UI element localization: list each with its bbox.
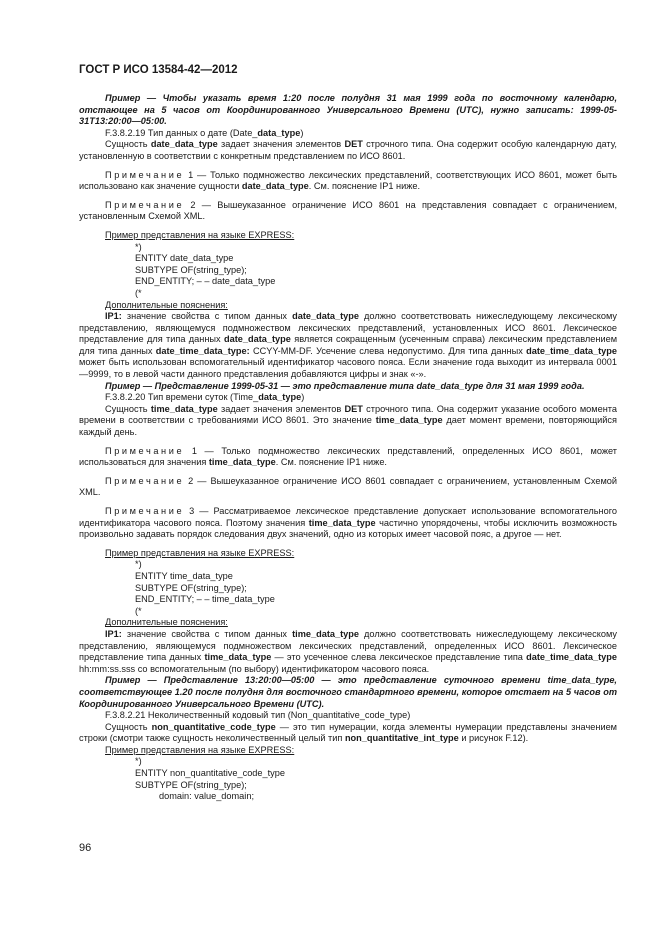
code-line: *)	[135, 559, 142, 570]
note-label: Примечание	[105, 506, 185, 516]
code-line: *)	[135, 756, 142, 767]
code-line: *)	[135, 241, 142, 252]
section-heading	[79, 392, 617, 404]
body-paragraph	[79, 139, 617, 162]
note-label: Примечание	[105, 199, 185, 210]
code-line: SUBTYPE OF(string_type);	[135, 264, 247, 275]
text: строчного типа. Она содержит особую календарную дату, установленную в соответствии с конкретным представлением по ИСО 8601.	[79, 139, 617, 161]
code-line: SUBTYPE OF(string_type);	[135, 582, 247, 593]
document-header: ГОСТ Р ИСО 13584-42—2012	[79, 64, 238, 76]
code-line: END_ENTITY; – – time_data_type	[135, 594, 275, 605]
code-line: ENTITY non_quantitative_code_type	[135, 768, 285, 779]
code-block	[79, 756, 617, 802]
code-block	[79, 559, 617, 617]
express-label-text: Пример представления на языке EXPRESS:	[105, 229, 295, 240]
text: является сокращенным (усеченным справа) лексическим представлением для типа данных	[79, 334, 618, 356]
note-paragraph	[79, 170, 617, 193]
term: non_quantitative_code_type	[151, 721, 276, 732]
text: 1 — Только подмножество лексических представлений, соответствующих ИСО 8601, может быть использовано как значение сущности	[79, 169, 617, 192]
express-label	[79, 548, 617, 560]
text: Сущность	[105, 139, 151, 150]
term: time_data_type	[150, 403, 218, 414]
text: . См. пояснение IP1 ниже.	[308, 181, 421, 192]
text: дает момент времени, повторяющийся каждый день.	[79, 415, 617, 438]
code-line: ENTITY time_data_type	[135, 570, 233, 581]
heading-text: )	[301, 392, 305, 403]
heading-text: F.3.8.2.19 Тип данных о дате (Date_	[105, 127, 258, 138]
term: date_data_type	[150, 139, 218, 150]
section-heading: F.3.8.2.21 Неколичественный кодовый тип (Non_quantitative_code_type)	[105, 710, 411, 721]
note-paragraph	[79, 200, 617, 223]
text: должно соответствовать нижеследующему лексическому представлению, являющемуся подмножеством лексических представлений, определенных ИСО 8601. Лексическое представление типа данных	[79, 628, 617, 663]
term: time_data_type	[208, 457, 276, 468]
text: Сущность	[105, 403, 151, 414]
text: и рисунок F.12).	[458, 733, 529, 744]
code-block	[79, 242, 617, 300]
text: — это усеченное слева лексическое представление типа	[271, 652, 527, 663]
note-paragraph	[79, 476, 617, 499]
section-heading	[79, 128, 617, 140]
code-line: (*	[135, 287, 142, 298]
term: date_time_data_type	[526, 652, 618, 663]
page-number: 96	[79, 842, 92, 854]
term: date_time_data_type	[526, 345, 617, 356]
term: time_data_type	[375, 415, 443, 426]
ip-label: IP1:	[105, 311, 122, 322]
note-label: Примечание	[105, 475, 185, 486]
term: time_data_type	[204, 652, 272, 663]
text: строчного типа. Она содержит указание особого момента времени в соответствии с требованиями ИСО 8601. Это значение	[79, 403, 617, 426]
code-line: END_ENTITY; – – date_data_type	[135, 276, 276, 287]
example-paragraph: Пример — Чтобы указать время 1:20 после полудня 31 мая 1999 года по восточному календарю, отстающее на 5 часов от Координированного Универсального Времени (UTC), нужно записать: 1999-05-31T13:20:00—05:00.	[79, 93, 617, 127]
ip-label: IP1:	[105, 628, 122, 639]
term: date_data_type	[223, 334, 291, 345]
heading-bold: data_type	[257, 127, 301, 138]
heading-text: F.3.8.2.20 Тип времени суток (Time_	[105, 392, 259, 403]
code-line: ENTITY date_data_type	[135, 253, 234, 264]
text: hh:mm:ss.sss со вспомогательным (по выбору) идентификатором часового пояса.	[79, 663, 430, 674]
note-label: Примечание	[105, 169, 185, 180]
text: Сущность	[105, 721, 152, 732]
term: non_quantitative_int_type	[344, 733, 459, 744]
term: date_data_type	[241, 181, 309, 192]
code-line-indented: domain: value_domain;	[159, 791, 254, 802]
text: . См. пояснение IP1 ниже.	[275, 457, 387, 468]
ip-paragraph	[79, 629, 617, 675]
text: 2 — Вышеуказанное ограничение ИСО 8601 совпадает с ограничением, установленным Схемой XML.	[79, 475, 617, 498]
term: time_data_type	[308, 517, 376, 528]
text: CCYY-MM-DF. Усечение слева недопустимо. Для типа данных	[249, 345, 527, 356]
code-line: SUBTYPE OF(string_type);	[135, 779, 247, 790]
text: значение свойства с типом данных	[121, 628, 293, 639]
term: date_time_data_type:	[155, 345, 250, 356]
explain-label	[79, 300, 617, 312]
explain-label	[79, 617, 617, 629]
note-paragraph	[79, 446, 617, 469]
explain-label-text: Дополнительные пояснения:	[105, 617, 228, 628]
express-label	[79, 230, 617, 242]
term: date_data_type	[292, 311, 359, 322]
example-paragraph: Пример — Представление 1999-05-31 — это представление типа date_data_type для 31 мая 1999 года.	[105, 380, 585, 391]
body-paragraph	[79, 404, 617, 439]
term: DET	[344, 403, 363, 414]
express-label	[79, 745, 617, 757]
text: значение свойства с типом данных	[121, 311, 293, 322]
text: задает значения элементов	[217, 139, 345, 150]
note-label: Примечание	[105, 445, 185, 456]
document-body	[79, 93, 617, 803]
term: DET	[344, 139, 363, 150]
heading-text: )	[300, 127, 304, 138]
express-label-text: Пример представления на языке EXPRESS:	[105, 547, 295, 558]
body-paragraph	[79, 722, 617, 745]
text: 2 — Вышеуказанное ограничение ИСО 8601 на представления совпадает с ограничением, установленным Схемой XML.	[79, 199, 617, 222]
text: 1 — Только подмножество лексических представлений, определенных ИСО 8601, может использоваться для значения	[79, 445, 617, 468]
ip-paragraph	[79, 311, 617, 381]
text: частично упорядочены, чтобы исключить возможность произвольно задавать порядок следования двух значений, одно из которых имеет часовой пояс, а другое — нет.	[79, 517, 617, 540]
term: time_data_type	[292, 628, 359, 639]
text: 3 — Рассматриваемое лексическое представление допускает использование вспомогательного идентификатора часового пояса. Поэтому значения	[79, 506, 617, 528]
text: должно соответствовать нижеследующему лексическому представлению, являющемуся подмножеством лексических представлений, установленных ИСО 8601. Лексическое представление для типа данных	[79, 311, 617, 345]
note-paragraph	[79, 506, 617, 541]
explain-label-text: Дополнительные пояснения:	[105, 299, 228, 310]
example-paragraph: Пример — Представление 13:20:00—05:00 — это представление суточного времени time_data_type, соответствующее 1.20 после полудня для восточного стандартного времени, которое отстает на 5 часов от Координированного Универсального Времени (UTC).	[79, 675, 617, 709]
code-line: (*	[135, 605, 142, 616]
heading-bold: data_type	[258, 392, 302, 403]
text: — это тип нумерации, когда элементы нумерации представлены значением строки (смотри также сущность неколичественный целый тип	[79, 721, 617, 744]
express-label-text: Пример представления на языке EXPRESS:	[105, 744, 295, 755]
text: задает значения элементов	[217, 403, 345, 414]
text: может быть использован вспомогательный идентификатор часового пояса. Если значение года выходит из интервала 0001—9999, то в левой части данного представления добавляются цифры и знак «-».	[79, 357, 617, 380]
